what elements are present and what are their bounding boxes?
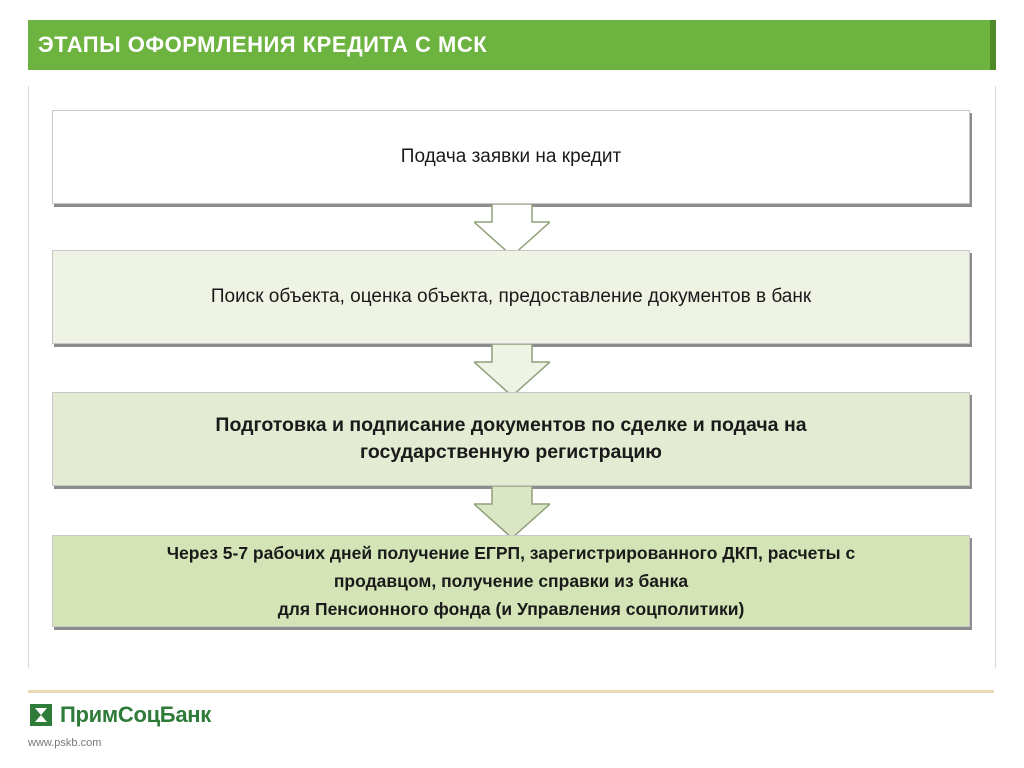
title-banner-fold [990,20,996,70]
down-arrow-icon [474,204,550,256]
step-3-text [215,412,806,466]
step-2-line-1: Поиск объекта, оценка объекта, предоставление документов в банк [210,286,812,307]
down-arrow-icon [474,344,550,396]
step-4-line-2: продавцом, получение справки из банка [333,571,689,591]
primsocbank-logo-icon [30,704,52,726]
down-arrow-icon [474,486,550,538]
step-4-line-3: для Пенсионного фонда (и Управления соцполитики) [277,599,745,619]
footer-divider [28,690,994,693]
page-title: ЭТАПЫ ОФОРМЛЕНИЯ КРЕДИТА С МСК [38,32,488,57]
brand-name: ПримСоцБанк [60,702,211,727]
step-3-line-2: государственную регистрацию [360,441,662,463]
step-1-box [52,110,970,204]
step-2-text [211,286,811,308]
step-3-line-1: Подготовка и подписание документов по сделке и подача на [215,414,807,436]
website-link[interactable]: www.pskb.com [28,737,102,749]
step-1-text [401,146,621,168]
step-4-text [167,539,855,623]
step-4-line-1: Через 5-7 рабочих дней получение ЕГРП, зарегистрированного ДКП, расчеты с [166,543,856,563]
step-1-line-1: Подача заявки на кредит [400,146,622,167]
step-3-box [52,392,970,486]
step-4-box [52,535,970,627]
brand-logo [30,702,211,728]
step-2-box [52,250,970,344]
